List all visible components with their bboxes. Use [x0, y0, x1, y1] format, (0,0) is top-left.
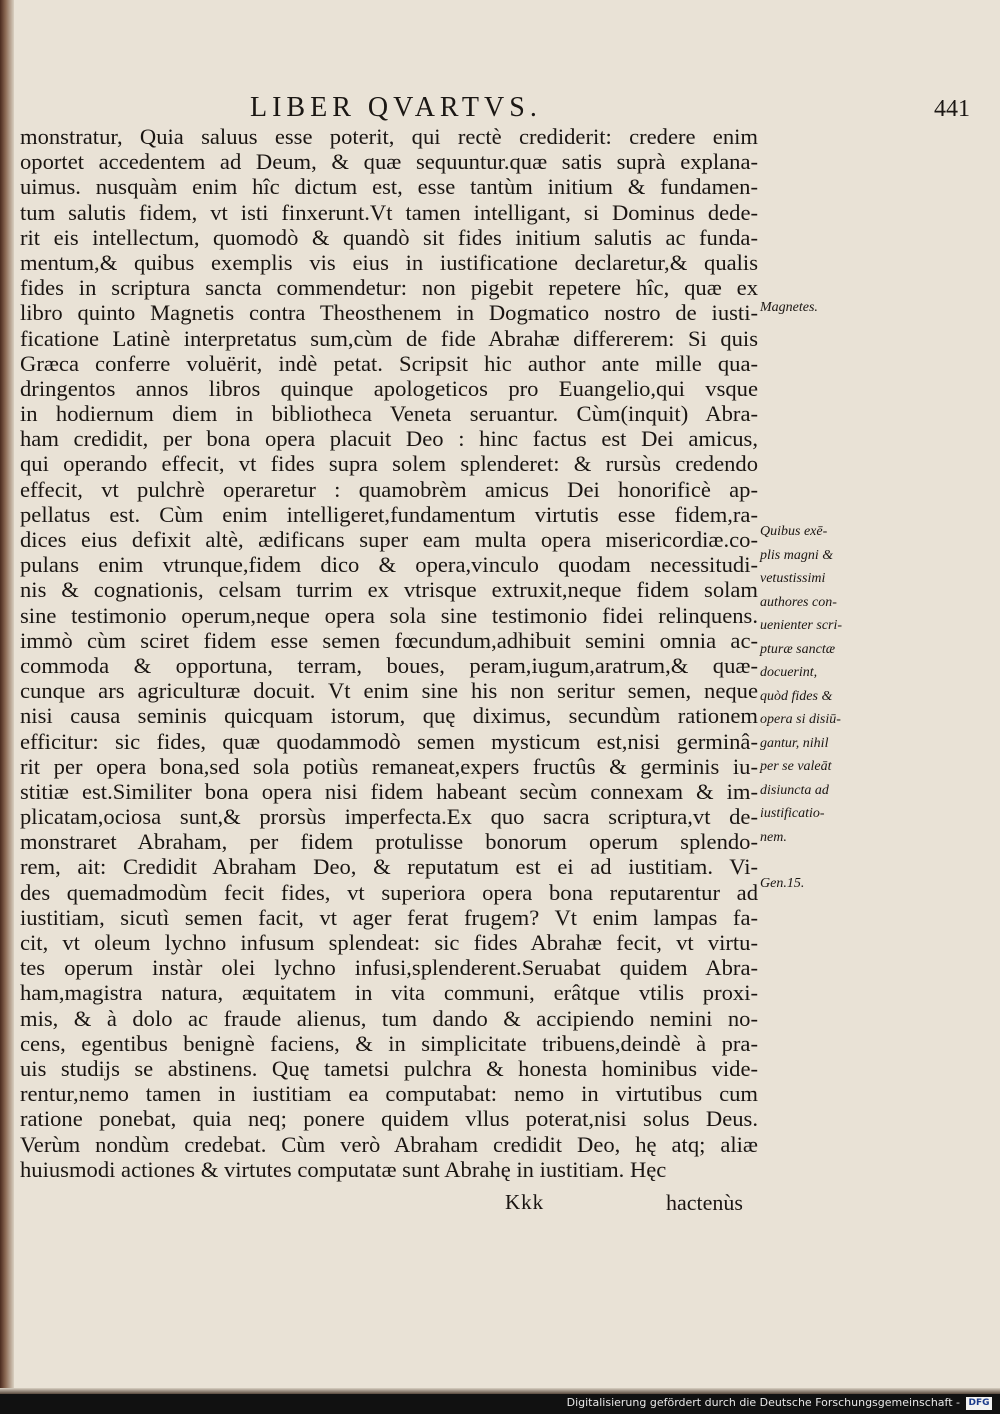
text-line: pulans enim vtrunque,fidem dico & opera,vinculo quodam necessitudi-	[20, 552, 758, 578]
text-line: dices eius defixit altè, ædificans super eam multa opera misericordiæ.co-	[20, 527, 758, 552]
marginal-note-magnetes: Magnetes.	[760, 300, 818, 315]
text-line: nisi causa seminis quicquam istorum, quę diximus, secundùm rationem	[20, 703, 758, 729]
text-line: Verùm nondùm credebat. Cùm verò Abraham credidit Deo, hę atq; aliæ	[20, 1131, 758, 1157]
text-line: pellatus est. Cùm enim intelligeret,fundamentum virtutis esse fidem,ra-	[20, 501, 758, 527]
text-line: cit, vt oleum lychno infusum splendeat: sic fides Abrahæ fecit, vt virtu-	[20, 930, 758, 955]
text-line: ratione ponebat, quia neq; ponere quidem vllus poterat,nisi solus Deus.	[20, 1106, 758, 1132]
marginal-note-line: authores con-	[760, 594, 837, 610]
marginal-note-line: opera si disiū-	[760, 712, 841, 727]
text-line: ham credidit, per bona opera placuit Deo : hinc factus est Dei amicus,	[20, 426, 758, 452]
binding-edge	[0, 0, 14, 1394]
text-line: Græca conferre voluërit, indè petat. Scripsit hic author ante mille qua-	[20, 350, 758, 376]
text-line: dringentos annos libros quinque apologeticos pro Euangelio,qui vsque	[20, 375, 758, 401]
dfg-logo: DFG	[966, 1397, 992, 1410]
text-line: des quemadmodùm fecit fides, vt superiora opera bona reputarentur ad	[20, 879, 758, 905]
marginal-note-genesis: Gen.15.	[760, 876, 805, 891]
marginal-note-line: disiuncta ad	[760, 782, 829, 798]
text-line: commoda & opportuna, terram, boues, peram,iugum,aratrum,& quæ-	[20, 652, 758, 678]
marginal-note-line: uenienter scri-	[760, 618, 843, 633]
text-line: oportet accedentem ad Deum, & quæ sequuntur.quæ satis suprà explana-	[20, 149, 758, 175]
text-line: efficitur: sic fides, quæ quodammodò semen mysticum est,nisi germinâ-	[20, 728, 758, 754]
marginal-note-line: Quibus exē-	[760, 524, 828, 539]
text-line: uimus. nusquàm enim hîc dictum est, esse tantùm initium & fundamen-	[20, 174, 758, 200]
marginal-note-line: docuerint,	[760, 665, 818, 680]
text-line: tum salutis fidem, vt isti finxerunt.Vt tamen intelligant, si Dominus dede-	[20, 199, 758, 225]
marginal-note-line: pturæ sanctæ	[760, 641, 836, 657]
text-line: cunque ars agriculturæ docuit. Vt enim sine his non seritur semen, neque	[20, 678, 758, 704]
text-line: plicatam,ociosa sunt,& prorsùs imperfecta.Ex quo sacra scriptura,vt de-	[20, 804, 758, 830]
marginal-note-line: nem.	[760, 829, 787, 845]
text-line: mis, & à dolo ac fraude alienus, tum dando & accipiendo nemini no-	[20, 1005, 758, 1031]
marginal-note-line: quòd fides &	[760, 688, 833, 704]
marginal-note-block	[760, 520, 842, 849]
text-line: effecit, vt pulchrè operaretur : quamobrèm amicus Dei honorificè ap-	[20, 476, 758, 502]
text-line: iustitiam, sicutì semen facit, vt ager ferat frugem? Vt enim lampas fa-	[20, 904, 758, 930]
page-number: 441	[934, 96, 970, 122]
text-line: huiusmodi actiones & virtutes computatæ sunt Abrahę in iustitiam. Hęc	[20, 1156, 667, 1182]
text-line: rit eis intellectum, quomodò & quandò sit fides initium salutis ac funda-	[20, 224, 758, 250]
text-line: in hodiernum diem in bibliotheca Veneta seruantur. Cùm(inquit) Abra-	[20, 401, 758, 427]
text-line: sine testimonio operum,neque opera sola sine testimonio fidei relinquens.	[20, 602, 758, 628]
text-line: rem, ait: Credidit Abraham Deo, & reputatum est ei ad iustitiam. Vi-	[20, 854, 758, 880]
text-line: rentur,nemo tamen in iustitiam ea computabat: nemo in virtutibus cum	[20, 1081, 758, 1107]
text-line: immò cùm sciret fidem esse semen fœcundum,adhibuit semini omnia ac-	[20, 627, 758, 653]
text-line: tes operum instàr olei lychno infusi,splenderent.Seruabat quidem Abra-	[20, 955, 758, 981]
running-head: LIBER QVARTVS.	[250, 92, 542, 123]
text-line: uis studijs se abstinens. Quę tametsi pulchra & honesta hominibus vide-	[20, 1055, 758, 1081]
text-line: stitiæ est.Similiter bona opera nisi fidem habeant secùm connexam & im-	[20, 778, 758, 804]
marginal-note-line: plis magni &	[760, 547, 834, 563]
text-line: ham,magistra natura, æquitatem in vita communi, erâtque vtilis proxi-	[20, 980, 758, 1006]
text-line: monstraret Abraham, per fidem protulisse bonorum operum splendo-	[20, 829, 758, 855]
marginal-note-line: per se valeāt	[760, 759, 832, 774]
text-line: ficatione Latinè interpretatus sum,cùm de fide Abrahæ differerem: Si quis	[20, 325, 758, 351]
text-line: qui operando effecit, vt fides supra solem splenderet: & rursùs credendo	[20, 451, 758, 477]
main-text-block	[20, 124, 758, 1182]
text-line: mentum,& quibus exemplis vis eius in iustificatione declaretur,& qualis	[20, 249, 758, 275]
funding-credit: Digitalisierung gefördert durch die Deutsche Forschungsgemeinschaft -	[566, 1396, 960, 1409]
text-line: cens, egentibus benignè faciens, & in simplicitate tribuens,deindè à pra-	[20, 1030, 758, 1056]
text-line: rit per opera bona,sed sola potiùs remaneat,expers fructûs & germinis iu-	[20, 753, 758, 779]
marginal-note-line: vetustissimi	[760, 571, 826, 586]
text-line: nis & cognationis, celsam turrim ex vtrisque extruxit,neque fidem solam	[20, 577, 758, 603]
marginal-note-line: gantur, nihil	[760, 735, 829, 751]
text-line: monstratur, Quia saluus esse poterit, qui rectè crediderit: credere enim	[20, 124, 758, 149]
digitization-footer	[0, 1394, 1000, 1414]
text-line: fides in scriptura sancta commendetur: non pigebit repetere hîc, quæ ex	[20, 275, 758, 301]
catchword: hactenùs	[666, 1190, 743, 1215]
marginal-note-line: iustificatio-	[760, 806, 825, 821]
text-line: libro quinto Magnetis contra Theosthenem in Dogmatico nostro de iusti-	[20, 300, 758, 326]
signature-mark: Kkk	[505, 1190, 545, 1214]
